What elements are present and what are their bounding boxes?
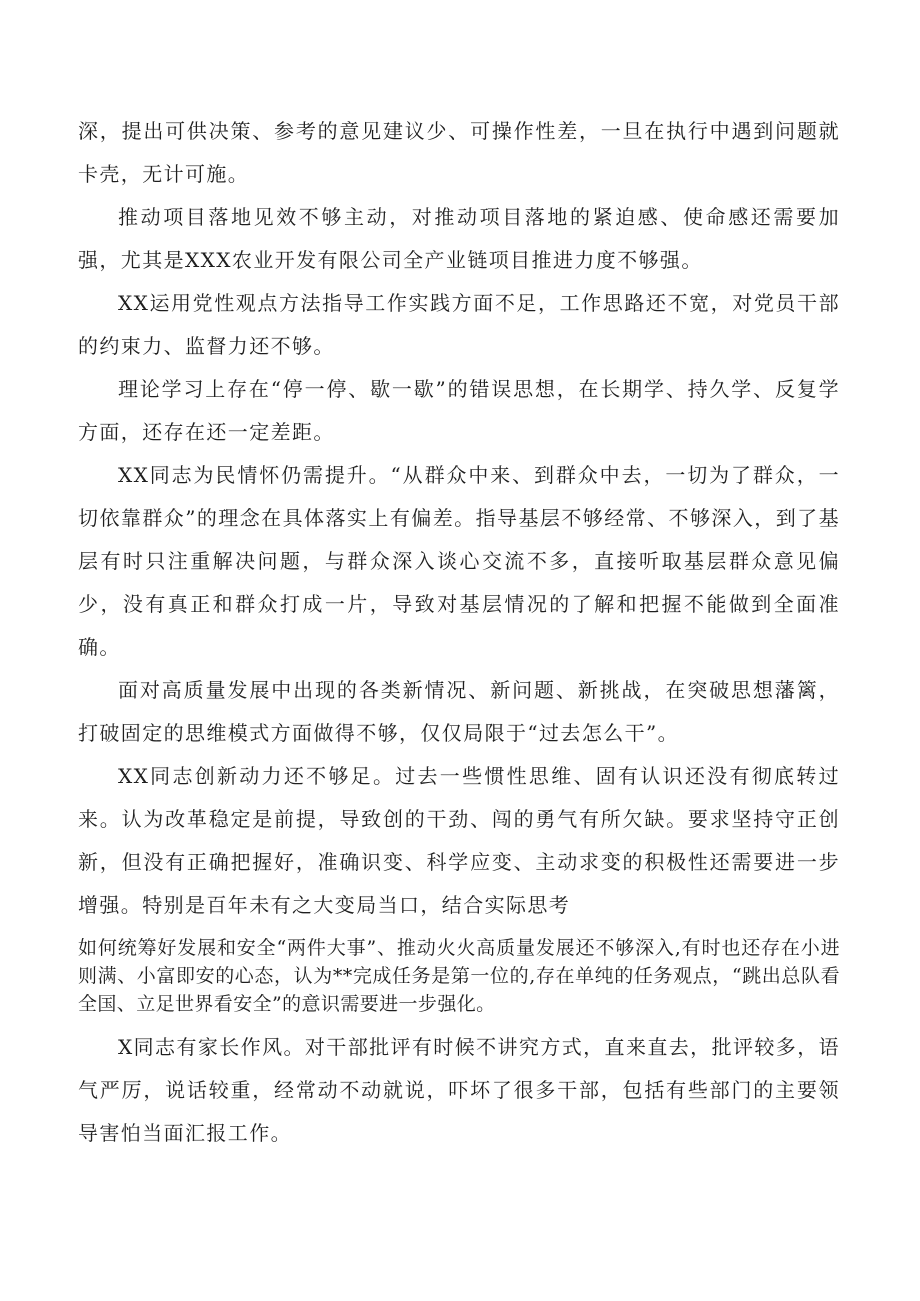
paragraph-9: X同志有家长作风。对干部批评有时候不讲究方式，直来直去，批评较多，语气严厉，说话较重，经常动不动就说，吓坏了很多干部，包括有些部门的主要领导害怕当面汇报工作。: [78, 1035, 840, 1145]
paragraph-7: XX同志创新动力还不够足。过去一些惯性思维、固有认识还没有彻底转过来。认为改革稳定是前提，导致创的干劲、闯的勇气有所欠缺。要求坚持守正创新，但没有正确把握好，准确识变、科学应变、主动求变的积极性还需要进一步增强。特别是百年未有之大变局当口，结合实际思考: [78, 764, 840, 917]
paragraph-8: 如何统筹好发展和安全“两件大事”、推动火火高质量发展还不够深入,有时也还存在小进则满、小富即安的心态，认为**完成任务是第一位的,存在单纯的任务观点，“跳出总队看全国、立足世界看安全”的意识需要进一步强化。: [78, 937, 840, 1015]
paragraph-5: XX同志为民情怀仍需提升。“从群众中来、到群众中去，一切为了群众，一切依靠群众”的理念在具体落实上有偏差。指导基层不够经常、不够深入，到了基层有时只注重解决问题，与群众深入谈心交流不多，直接听取基层群众意见偏少，没有真正和群众打成一片，导致对基层情况的了解和把握不能做到全面准确。: [78, 463, 840, 659]
paragraph-1: 深，提出可供决策、参考的意见建议少、可操作性差，一旦在执行中遇到问题就卡壳，无计可施。: [78, 119, 840, 186]
paragraph-2: 推动项目落地见效不够主动，对推动项目落地的紧迫感、使命感还需要加强，尤其是XXX农业开发有限公司全产业链项目推进力度不够强。: [78, 205, 840, 272]
document-body: [78, 110, 840, 1155]
paragraph-4: 理论学习上存在“停一停、歇一歇”的错误思想，在长期学、持久学、反复学方面，还存在还一定差距。: [78, 377, 840, 444]
paragraph-6: 面对高质量发展中出现的各类新情况、新问题、新挑战，在突破思想藩篱，打破固定的思维模式方面做得不够，仅仅局限于“过去怎么干”。: [78, 678, 840, 745]
paragraph-3: XX运用党性观点方法指导工作实践方面不足，工作思路还不宽，对党员干部的约束力、监督力还不够。: [78, 291, 840, 358]
